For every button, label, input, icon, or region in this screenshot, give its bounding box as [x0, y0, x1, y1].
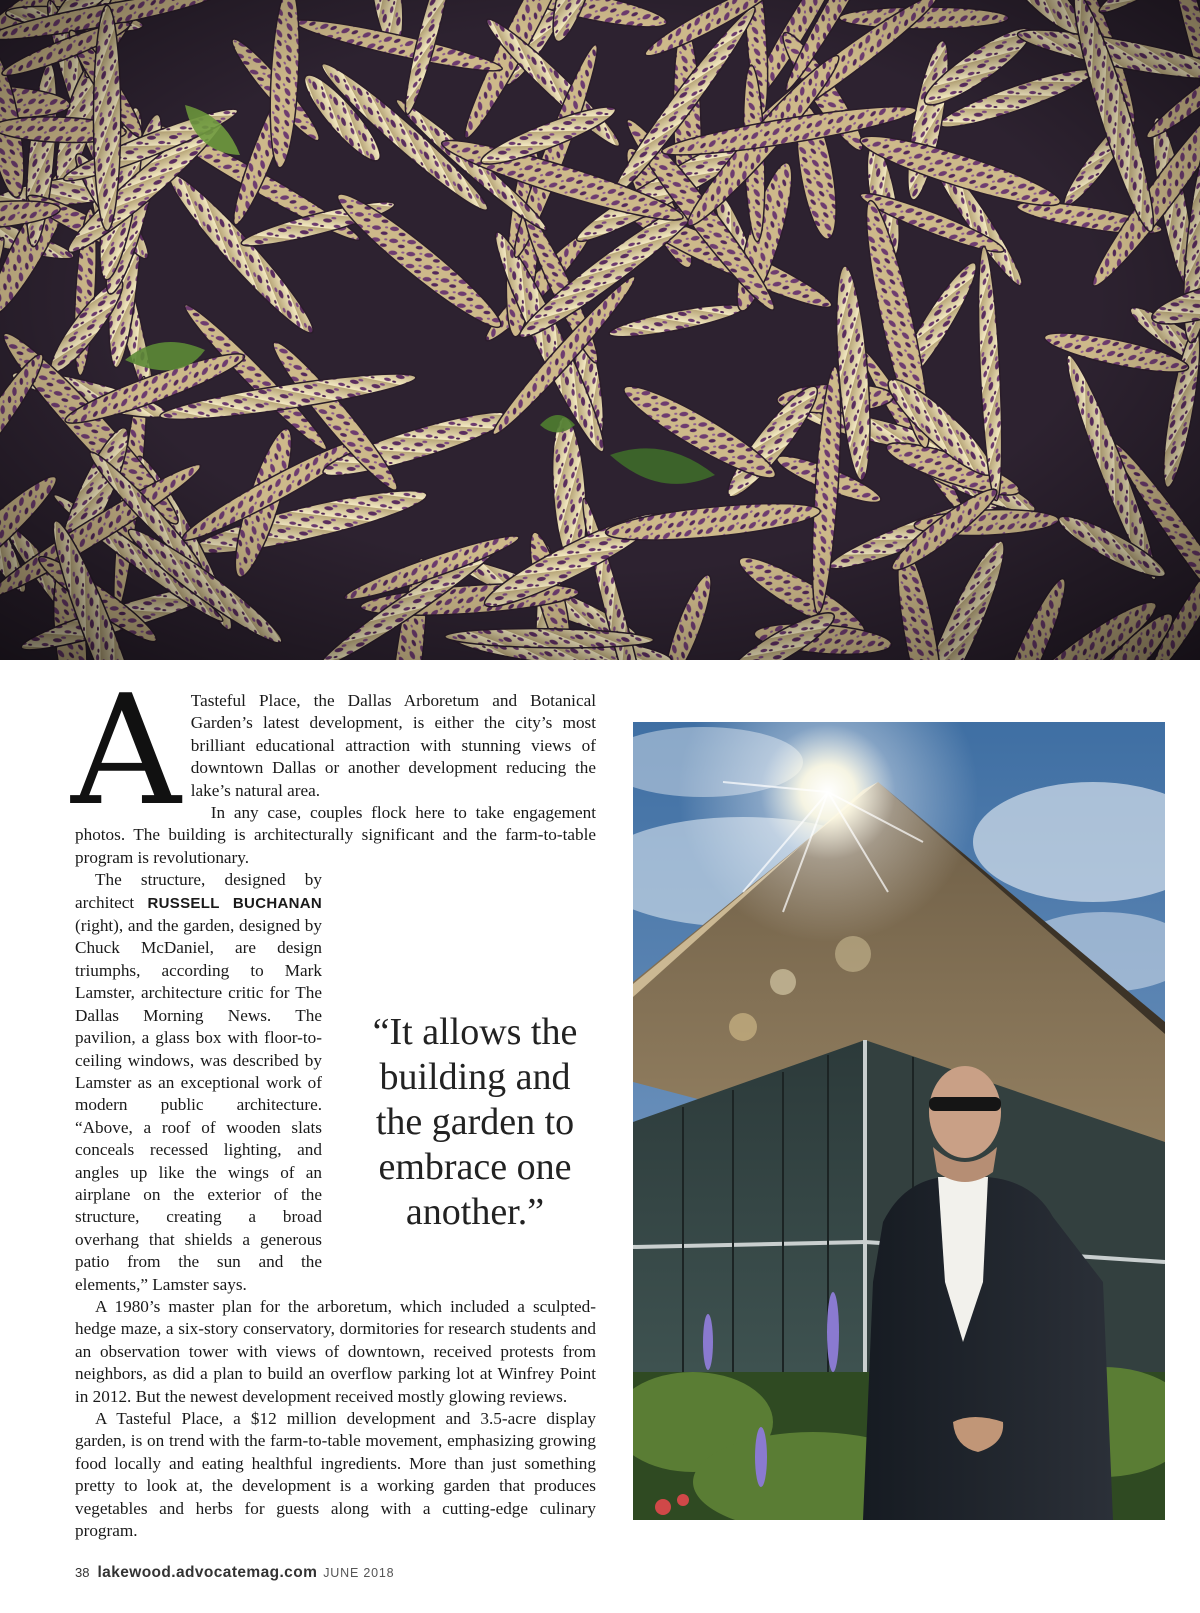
paragraph-4: A 1980’s master plan for the arboretum, which included a sculpted-hedge maze, a six-story conservatory, dormitories for research students and an observation tower with views of downtown, received protests from neighbors, as did a plan to build an overflow parking lot at Winfrey Point in 2012. But the newest development received mostly glowing reviews. [75, 1296, 596, 1406]
paragraph-2: In any case, couples flock here to take engagement photos. The building is architecturally significant and the farm-to-table program is revolutionary. [75, 803, 596, 867]
paragraph-3: The structure, designed by architect RUSSELL BUCHANAN (right), and the garden, designed by Chuck McDaniel, are design triumphs, according to Mark Lamster, architecture critic for The Dallas Morning News. The pavilion, a glass box with floor-to-ceiling windows, was described by Lamster as an exceptional work of modern public architecture. “Above, a roof of wooden slats conceals recessed lighting, and angles up like the wings of an airplane on the exterior of the structure, creating a broad overhang that shields a generous patio from the sun and the elements,” Lamster says. [75, 869, 596, 1296]
paragraph-5: A Tasteful Place, a $12 million development and 3.5-acre display garden, is on trend with the farm-to-table movement, emphasizing growing food locally and eating healthful ingredients. More than just something pretty to look at, the development is a working garden that produces vegetables and herbs for guests along with a cutting-edge culinary program. [75, 1409, 596, 1541]
paragraph-1: Tasteful Place, the Dallas Arboretum and Botanical Garden’s latest development, is either the city’s most brilliant educational attraction with stunning views of downtown Dallas or another development reducing the lake’s natural area. [190, 691, 596, 800]
page-number: 38 [75, 1565, 90, 1580]
drop-cap: A [71, 662, 181, 839]
lens-flare [770, 969, 796, 995]
portrait-photo-architect [633, 722, 1165, 1520]
lens-flare [729, 1013, 757, 1041]
lens-flare [835, 936, 871, 972]
architect-name: RUSSELL BUCHANAN [147, 894, 322, 912]
site-url: lakewood.advocatemag.com [97, 1564, 318, 1581]
issue-date: JUNE 2018 [323, 1566, 395, 1580]
page-footer [75, 1564, 394, 1582]
hero-photo-beans [0, 0, 1200, 660]
pull-quote: “It allows the building and the garden to embrace one another.” [372, 1011, 578, 1233]
